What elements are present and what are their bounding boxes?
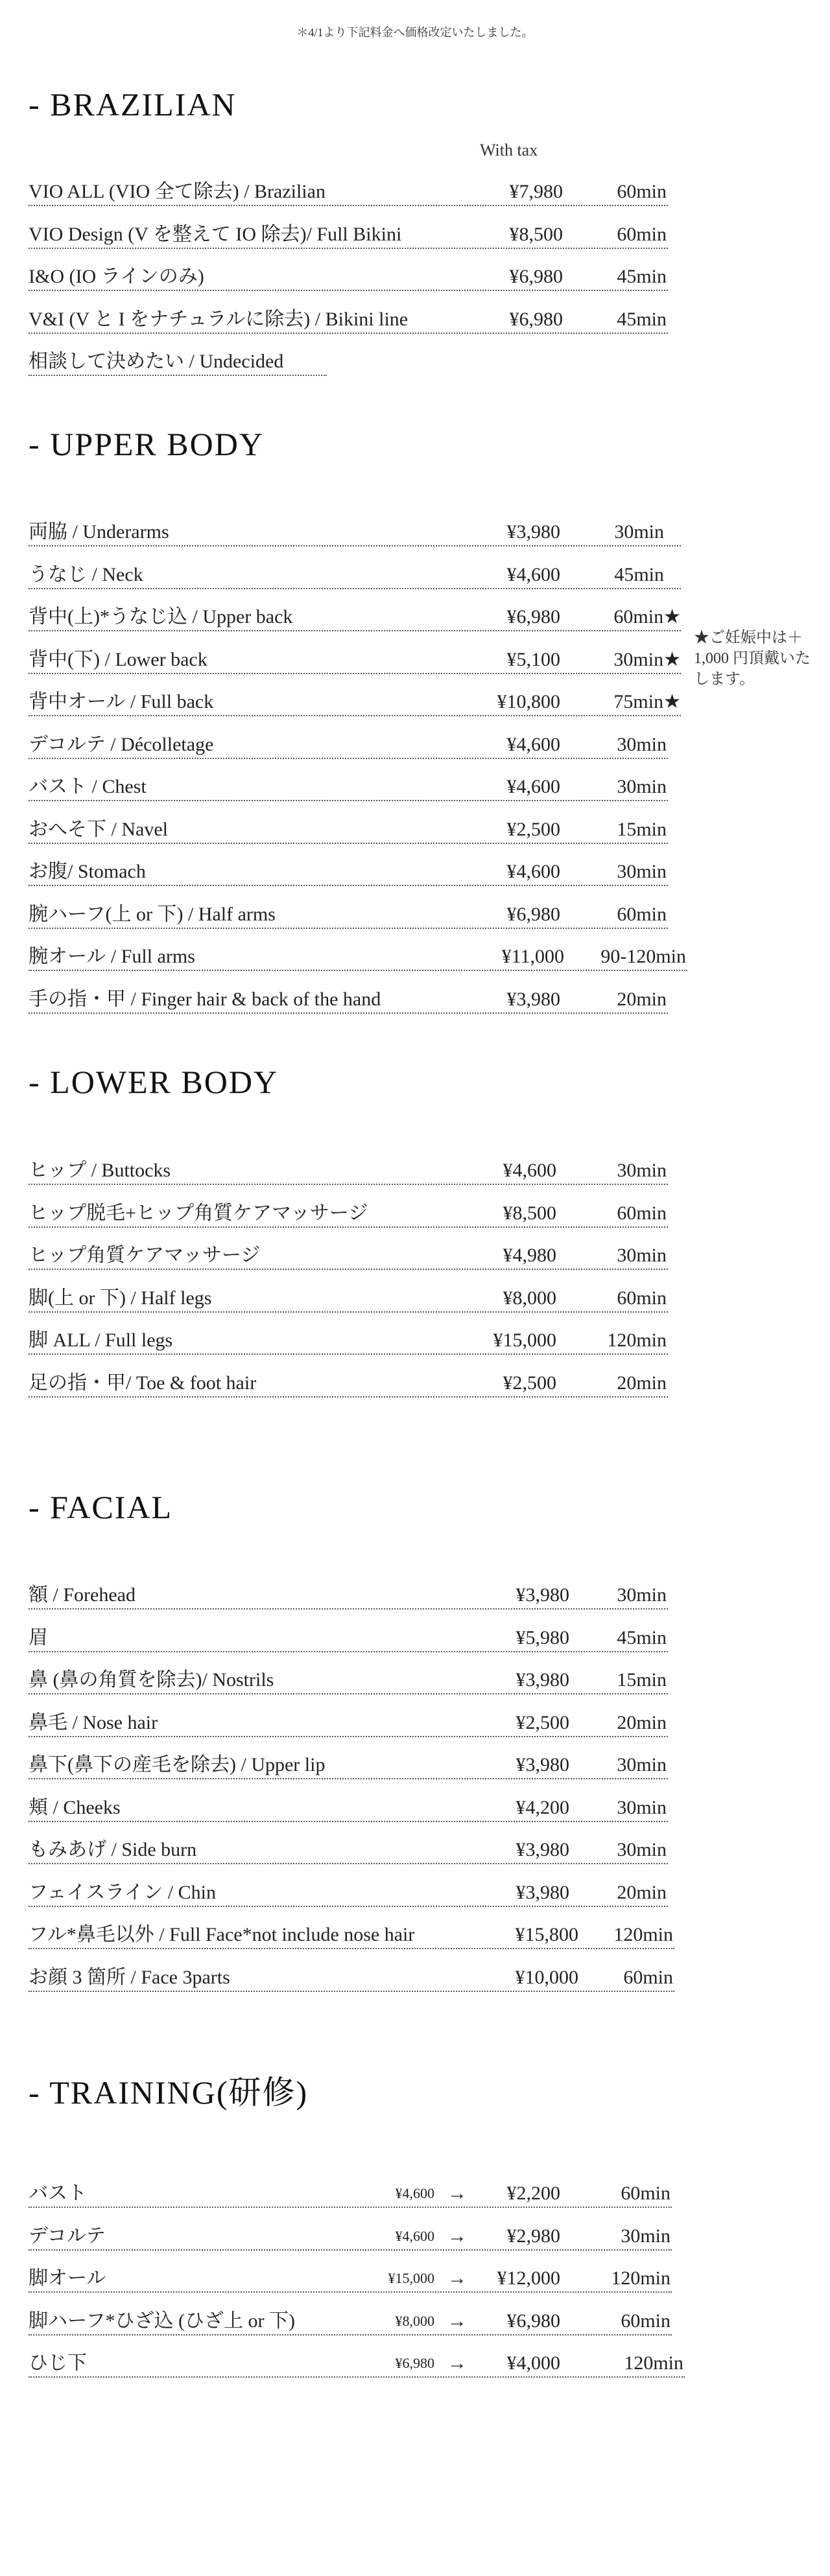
price-row xyxy=(29,774,668,801)
item-price: ¥4,200 xyxy=(516,1797,569,1818)
item-price: ¥2,500 xyxy=(516,1712,569,1733)
item-duration: 45min xyxy=(617,266,667,287)
item-name: もみあげ / Side burn xyxy=(29,1839,197,1860)
item-duration: 15min xyxy=(617,1669,667,1691)
item-price: ¥8,000 xyxy=(503,1287,556,1309)
item-name: フル*鼻毛以外 / Full Face*not include nose hair xyxy=(29,1924,415,1945)
arrow-icon: → xyxy=(447,2267,467,2289)
item-name: 背中(上)*うなじ込 / Upper back xyxy=(29,606,293,627)
item-duration: 20min xyxy=(617,1372,667,1394)
price-row xyxy=(29,519,681,546)
with-tax-label: With tax xyxy=(480,141,538,159)
price-row xyxy=(29,1667,668,1694)
price-row xyxy=(29,987,668,1014)
item-duration: 120min xyxy=(607,1329,667,1351)
arrow-icon: → xyxy=(447,2225,467,2247)
item-name: お顔 3 箇所 / Face 3parts xyxy=(29,1967,230,1988)
arrow-icon: → xyxy=(447,2310,467,2332)
price-row xyxy=(29,179,668,206)
price-row xyxy=(29,1158,668,1185)
price-row xyxy=(29,1625,668,1652)
item-price: ¥2,500 xyxy=(506,819,560,840)
item-name: お腹/ Stomach xyxy=(29,861,146,882)
item-name: 頬 / Cheeks xyxy=(29,1797,121,1818)
item-name: VIO Design (V を整えて IO 除去)/ Full Bikini xyxy=(29,224,402,245)
price-row xyxy=(29,732,668,759)
item-duration: 30min xyxy=(617,1754,667,1775)
price-row xyxy=(29,1880,668,1907)
price-row xyxy=(29,1243,668,1270)
price-row xyxy=(29,1710,668,1737)
item-duration: 20min xyxy=(617,1712,667,1733)
item-name: VIO ALL (VIO 全て除去) / Brazilian xyxy=(29,181,326,202)
item-name: 手の指・甲 / Finger hair & back of the hand xyxy=(29,989,381,1010)
price-row xyxy=(29,944,687,971)
section-title: - FACIAL xyxy=(29,1489,173,1525)
item-price: ¥4,600 xyxy=(506,776,560,797)
item-price: ¥6,980 xyxy=(506,606,560,627)
item-price: ¥4,600 xyxy=(506,734,560,755)
item-duration: 60min xyxy=(617,904,667,925)
item-duration: 45min xyxy=(617,309,667,330)
item-name: 鼻毛 / Nose hair xyxy=(29,1712,158,1733)
pregnancy-note: ★ご妊娠中は＋1,000 円頂戴いたします。 xyxy=(694,629,811,688)
item-name: バスト / Chest xyxy=(29,776,147,797)
price-row xyxy=(29,307,668,334)
item-duration: 45min xyxy=(617,1627,667,1648)
item-price: ¥3,980 xyxy=(516,1839,569,1860)
item-duration: 60min xyxy=(623,1967,673,1988)
item-price: ¥4,600 xyxy=(503,1160,556,1181)
item-duration: 45min xyxy=(614,564,664,585)
item-duration: 30min xyxy=(617,861,667,882)
item-duration: 30min xyxy=(617,776,667,797)
item-price: ¥2,200 xyxy=(506,2183,560,2204)
price-row xyxy=(29,647,681,674)
item-name: バスト xyxy=(29,2183,87,2204)
item-name: 両脇 / Underarms xyxy=(29,521,169,543)
item-name: おへそ下 / Navel xyxy=(29,819,168,840)
section-title: - BRAZILIAN xyxy=(29,86,237,123)
price-row xyxy=(29,689,681,716)
item-price: ¥11,000 xyxy=(501,946,564,967)
item-price: ¥5,100 xyxy=(506,649,560,670)
item-name: ヒップ角質ケアマッサージ xyxy=(29,1245,261,1266)
item-name: デコルテ / Décolletage xyxy=(29,734,214,755)
item-name: 鼻 (鼻の角質を除去)/ Nostrils xyxy=(29,1669,274,1691)
item-price: ¥6,980 xyxy=(509,309,563,330)
item-price: ¥8,500 xyxy=(503,1202,556,1224)
price-row xyxy=(29,2350,685,2378)
item-name: うなじ / Neck xyxy=(29,564,143,585)
item-name: 脚(上 or 下) / Half legs xyxy=(29,1287,212,1309)
item-price: ¥8,500 xyxy=(509,224,563,245)
item-name: 背中(下) / Lower back xyxy=(29,649,208,670)
item-duration: 30min xyxy=(617,1245,667,1266)
old-price: ¥8,000 xyxy=(395,2313,434,2329)
item-name: フェイスライン / Chin xyxy=(29,1882,216,1903)
section-title: - UPPER BODY xyxy=(29,426,264,462)
price-row xyxy=(29,562,681,589)
old-price: ¥15,000 xyxy=(388,2270,434,2286)
item-name: ひじ下 xyxy=(29,2352,87,2374)
price-row xyxy=(29,1370,668,1398)
item-duration: 60min★ xyxy=(613,606,681,627)
price-row xyxy=(29,1285,668,1313)
price-row xyxy=(29,859,668,886)
price-row xyxy=(29,817,668,844)
item-price: ¥10,800 xyxy=(497,691,560,712)
item-name: I&O (IO ラインのみ) xyxy=(29,266,204,287)
item-price: ¥2,500 xyxy=(503,1372,556,1394)
item-name: 相談して決めたい / Undecided xyxy=(29,351,284,372)
item-price: ¥4,980 xyxy=(503,1245,556,1266)
item-price: ¥4,600 xyxy=(506,564,560,585)
price-notice: ＊4/1より下記料金へ価格改定いたしました。 xyxy=(296,26,534,39)
price-row xyxy=(29,2181,672,2208)
item-price: ¥15,800 xyxy=(515,1924,578,1945)
price-row xyxy=(29,1795,668,1822)
item-duration: 30min xyxy=(617,1584,667,1606)
item-duration: 20min xyxy=(617,1882,667,1903)
price-row xyxy=(29,1752,668,1779)
item-price: ¥6,980 xyxy=(509,266,563,287)
price-row xyxy=(29,1582,668,1610)
old-price: ¥6,980 xyxy=(395,2355,434,2371)
item-name: 眉 xyxy=(29,1627,48,1648)
item-price: ¥10,000 xyxy=(515,1967,578,1988)
item-duration: 90-120min xyxy=(600,946,686,967)
price-row xyxy=(29,2223,672,2251)
item-duration: 30min xyxy=(621,2225,670,2247)
item-duration: 120min xyxy=(624,2352,683,2374)
old-price: ¥4,600 xyxy=(395,2185,434,2201)
item-duration: 120min xyxy=(613,1924,673,1945)
item-price: ¥3,980 xyxy=(516,1669,569,1691)
item-duration: 60min xyxy=(621,2310,670,2332)
item-duration: 30min★ xyxy=(613,649,681,670)
price-row xyxy=(29,604,681,631)
item-price: ¥4,000 xyxy=(506,2352,560,2374)
price-row xyxy=(29,902,668,929)
section-title: - LOWER BODY xyxy=(29,1064,279,1100)
item-duration: 120min xyxy=(611,2267,670,2289)
price-row xyxy=(29,1328,668,1355)
item-duration: 30min xyxy=(617,734,667,755)
item-duration: 30min xyxy=(614,521,664,543)
item-price: ¥5,980 xyxy=(516,1627,569,1648)
item-duration: 30min xyxy=(617,1839,667,1860)
item-price: ¥7,980 xyxy=(509,181,563,202)
item-duration: 15min xyxy=(617,819,667,840)
item-name: ヒップ / Buttocks xyxy=(29,1160,171,1181)
item-name: 腕オール / Full arms xyxy=(29,946,195,967)
item-duration: 30min xyxy=(617,1160,667,1181)
item-name: 腕ハーフ(上 or 下) / Half arms xyxy=(29,904,276,925)
item-name: 脚ハーフ*ひざ込 (ひざ上 or 下) xyxy=(29,2310,295,2332)
arrow-icon: → xyxy=(447,2352,467,2374)
item-duration: 75min★ xyxy=(613,691,681,712)
item-duration: 60min xyxy=(617,224,667,245)
item-name: ヒップ脱毛+ヒップ角質ケアマッサージ xyxy=(29,1202,368,1224)
arrow-icon: → xyxy=(447,2183,467,2204)
section-title: - TRAINING(研修) xyxy=(29,2074,309,2111)
item-duration: 20min xyxy=(617,989,667,1010)
price-row xyxy=(29,2266,672,2293)
price-row xyxy=(29,2308,672,2336)
item-name: 脚オール xyxy=(29,2267,106,2289)
item-price: ¥3,980 xyxy=(506,521,560,543)
price-row xyxy=(29,1965,674,1992)
item-duration: 60min xyxy=(621,2183,670,2204)
item-name: デコルテ xyxy=(29,2225,106,2247)
item-price: ¥6,980 xyxy=(506,2310,560,2332)
item-price: ¥3,980 xyxy=(516,1754,569,1775)
item-price: ¥2,980 xyxy=(506,2225,560,2247)
item-name: 額 / Forehead xyxy=(29,1584,136,1606)
item-price: ¥4,600 xyxy=(506,861,560,882)
item-duration: 60min xyxy=(617,1202,667,1224)
item-price: ¥6,980 xyxy=(506,904,560,925)
price-row xyxy=(29,1200,668,1228)
price-row xyxy=(29,1922,674,1949)
item-name: 脚 ALL / Full legs xyxy=(29,1329,173,1351)
price-row xyxy=(29,349,327,376)
item-name: 足の指・甲/ Toe & foot hair xyxy=(29,1372,257,1394)
item-price: ¥12,000 xyxy=(497,2267,560,2289)
item-price: ¥3,980 xyxy=(516,1584,569,1606)
item-price: ¥3,980 xyxy=(506,989,560,1010)
item-price: ¥15,000 xyxy=(493,1329,556,1351)
item-name: 鼻下(鼻下の産毛を除去) / Upper lip xyxy=(29,1754,326,1775)
price-row xyxy=(29,1837,668,1864)
item-name: V&I (V と I をナチュラルに除去) / Bikini line xyxy=(29,309,409,330)
item-duration: 30min xyxy=(617,1797,667,1818)
item-name: 背中オール / Full back xyxy=(29,691,214,712)
price-row xyxy=(29,222,668,249)
old-price: ¥4,600 xyxy=(395,2228,434,2244)
price-row xyxy=(29,264,668,291)
item-duration: 60min xyxy=(617,1287,667,1309)
item-price: ¥3,980 xyxy=(516,1882,569,1903)
item-duration: 60min xyxy=(617,181,667,202)
